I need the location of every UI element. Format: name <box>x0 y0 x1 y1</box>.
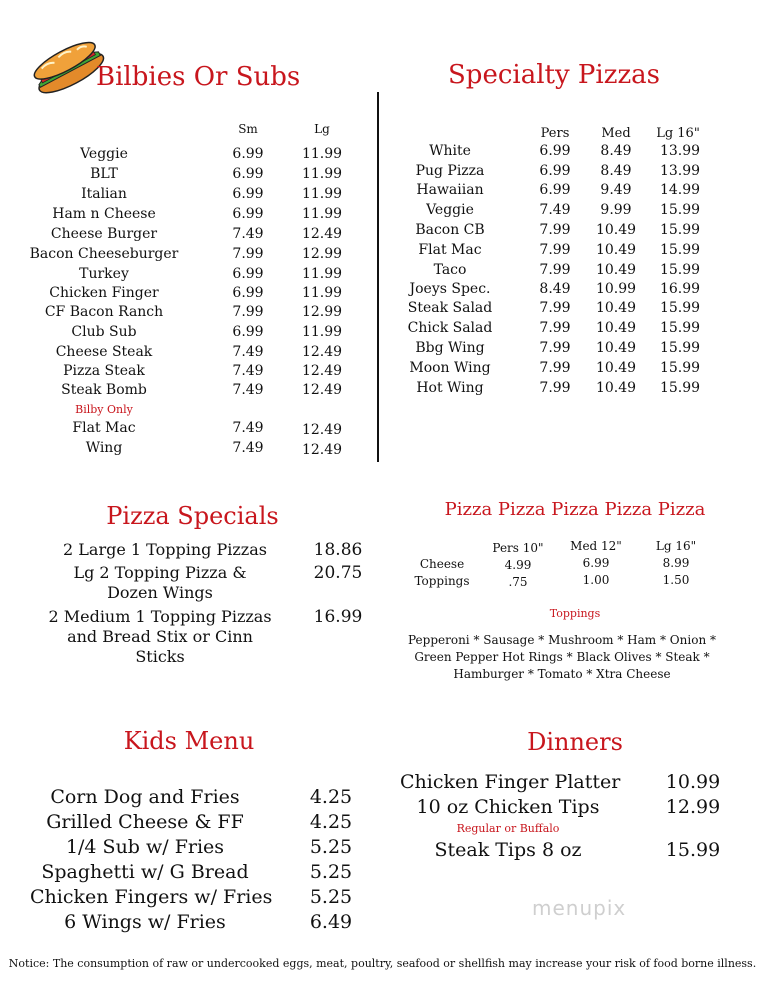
cheese-med-price: 6.99 <box>582 556 610 570</box>
menu-item: Chick Salad 7.99 10.49 15.99 <box>407 320 701 336</box>
subs-title: Bilbies Or Subs <box>96 62 301 92</box>
toppings-heading: Toppings <box>549 607 601 620</box>
menu-item: 6 Wings w/ Fries 6.49 <box>64 911 353 933</box>
menu-item: CF Bacon Ranch 7.99 12.99 <box>44 304 343 320</box>
menu-item: Cheese Steak 7.49 12.49 <box>55 344 343 360</box>
menu-item: Grilled Cheese & FF 4.25 <box>46 811 353 833</box>
kids-title: Kids Menu <box>123 727 255 755</box>
menu-item: Steak Bomb 7.49 12.49 <box>61 382 343 398</box>
menu-item: Turkey 6.99 11.99 <box>79 266 343 282</box>
menu-item: Pug Pizza 6.99 8.49 13.99 <box>415 163 701 179</box>
pizza-col-pers: Pers 10" <box>492 541 544 555</box>
menu-item: Pizza Steak 7.49 12.49 <box>63 363 343 379</box>
menu-item: Spaghetti w/ G Bread 5.25 <box>41 861 353 883</box>
pizza-specials-title: Pizza Specials <box>106 502 279 530</box>
menu-item: Bbg Wing 7.99 10.49 15.99 <box>415 340 701 356</box>
health-notice: Notice: The consumption of raw or undercooked eggs, meat, poultry, seafood or shellfish may increase your risk of food borne illness. <box>8 957 757 970</box>
menu-item: 1/4 Sub w/ Fries 5.25 <box>65 836 353 858</box>
specialty-col-med: Med <box>601 126 631 141</box>
menu-item: Taco 7.99 10.49 15.99 <box>433 262 701 278</box>
toppings-label: Toppings <box>414 574 470 588</box>
menu-item: Hawaiian 6.99 9.49 14.99 <box>416 182 701 198</box>
menu-item: Chicken Finger Platter 10.99 <box>400 771 721 793</box>
menu-item: Veggie 7.49 9.99 15.99 <box>426 202 701 218</box>
menu-item: Flat Mac 7.99 10.49 15.99 <box>418 242 701 258</box>
cheese-lg-price: 8.99 <box>662 556 690 570</box>
menu-item: 2 Medium 1 Topping Pizzas and Bread Stix or Cinn Sticks 16.99 <box>48 607 363 666</box>
menu-item: BLT 6.99 11.99 <box>90 166 343 182</box>
specialty-col-pers: Pers <box>540 126 570 141</box>
specialty-title: Specialty Pizzas <box>448 60 660 90</box>
menu-item: 10 oz Chicken Tips 12.99 <box>416 796 721 818</box>
subs-col-sm: Sm <box>238 122 258 136</box>
menu-item: Ham n Cheese 6.99 11.99 <box>52 206 343 222</box>
menu-item: Veggie 6.99 11.99 <box>80 146 343 162</box>
toppings-pers-price: .75 <box>508 575 528 589</box>
pizza-pizza-title: Pizza Pizza Pizza Pizza Pizza <box>444 499 706 520</box>
menu-item: Hot Wing 7.99 10.49 15.99 <box>416 380 701 396</box>
dinners-title: Dinners <box>527 728 623 756</box>
toppings-med-price: 1.00 <box>582 573 610 587</box>
menu-item: Italian 6.99 11.99 <box>81 186 343 202</box>
menu-item: Cheese Burger 7.49 12.49 <box>50 226 343 242</box>
menu-item: Corn Dog and Fries 4.25 <box>50 786 353 808</box>
menu-item: Chicken Fingers w/ Fries 5.25 <box>30 886 353 908</box>
toppings-list: Pepperoni * Sausage * Mushroom * Ham * Onion * Green Pepper Hot Rings * Black Olives * Steak * Hamburger * Tomato * Xtra Cheese <box>408 633 716 681</box>
menu-item: Bacon Cheeseburger 7.99 12.99 <box>29 246 343 262</box>
menu-item: Lg 2 Topping Pizza & Dozen Wings 20.75 <box>73 563 363 602</box>
menu-item: Wing 7.49 12.49 <box>85 440 343 458</box>
dinners-note: Regular or Buffalo <box>456 822 560 835</box>
toppings-lg-price: 1.50 <box>662 573 690 587</box>
pizza-col-med: Med 12" <box>570 539 622 553</box>
bilby-only-label: Bilby Only <box>75 403 133 416</box>
menu-item: Bacon CB 7.99 10.49 15.99 <box>415 222 701 238</box>
menu-item: 2 Large 1 Topping Pizzas 18.86 <box>63 540 363 560</box>
menu-item: White 6.99 8.49 13.99 <box>429 143 701 159</box>
specialty-col-lg: Lg 16" <box>656 126 700 141</box>
menu-item: Club Sub 6.99 11.99 <box>71 324 343 340</box>
pizza-col-lg: Lg 16" <box>655 539 697 553</box>
column-divider <box>377 92 379 462</box>
cheese-pers-price: 4.99 <box>504 558 532 572</box>
menu-item: Joeys Spec. 8.49 10.99 16.99 <box>409 281 701 297</box>
menu-item: Flat Mac 7.49 12.49 <box>72 420 343 438</box>
menu-item: Steak Salad 7.99 10.49 15.99 <box>407 300 701 316</box>
menu-item: Moon Wing 7.99 10.49 15.99 <box>409 360 701 376</box>
watermark: menupix <box>532 896 627 920</box>
menu-item: Chicken Finger 6.99 11.99 <box>49 285 343 301</box>
menu-item: Steak Tips 8 oz 15.99 <box>434 839 721 861</box>
cheese-label: Cheese <box>419 557 465 571</box>
subs-col-lg: Lg <box>314 122 330 136</box>
